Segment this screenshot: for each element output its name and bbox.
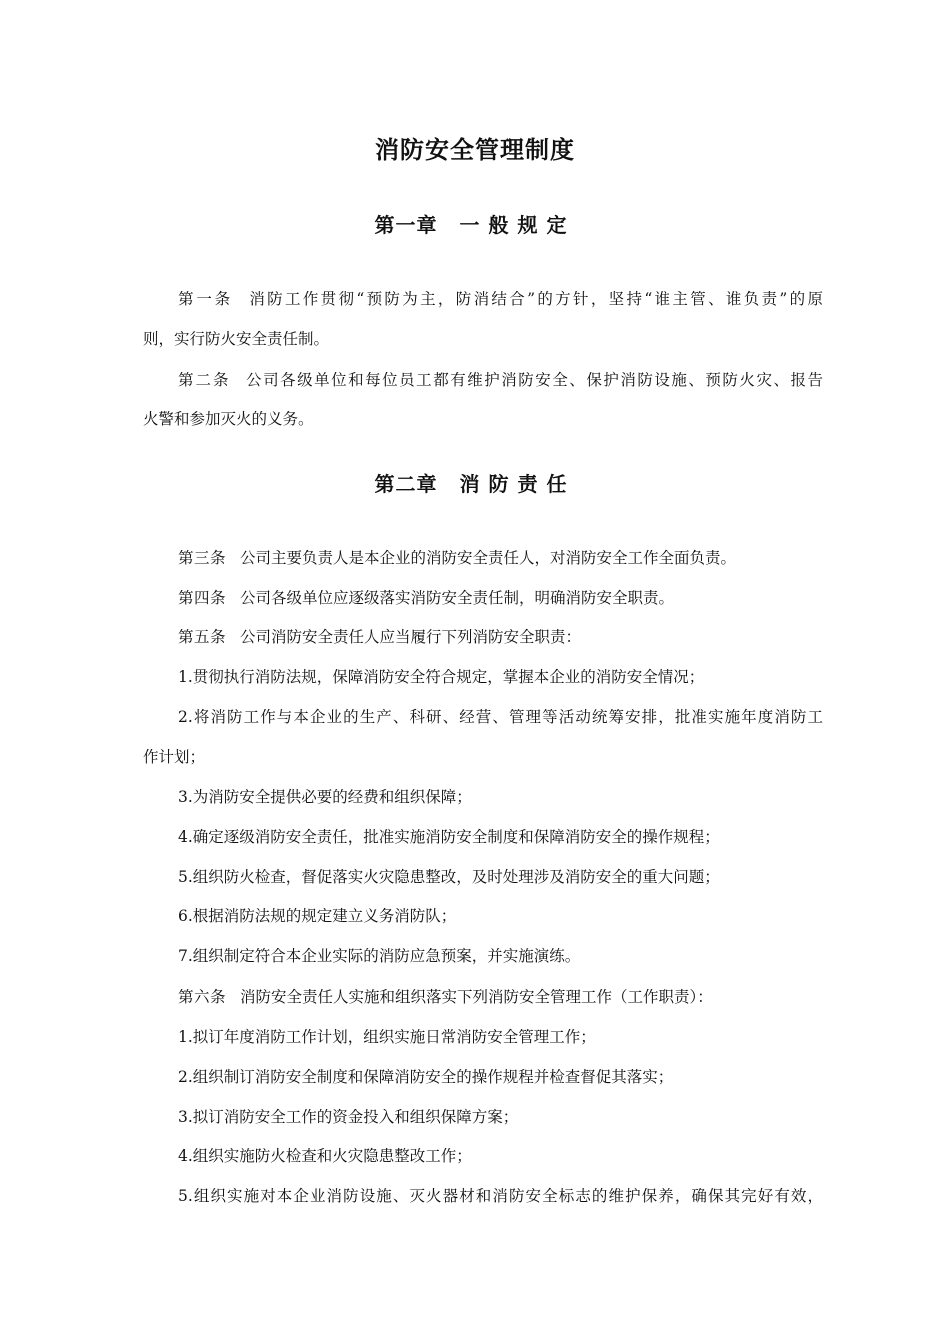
article-3 [178,545,823,571]
article-5-item-7: 7.组织制定符合本企业实际的消防应急预案，并实施演练。 [178,947,581,965]
article-3-text: 公司主要负责人是本企业的消防安全责任人，对消防安全工作全面负责。 [240,549,737,567]
chapter-1-name: 一般规定 [459,213,576,237]
article-6-item-5: 5.组织实施对本企业消防设施、灭火器材和消防安全标志的维护保养，确保其完好有效， [178,1187,823,1205]
article-2-line-1 [178,367,823,393]
article-2-label: 第二条 [178,371,231,389]
article-1-text-1: 消防工作贯彻“预防为主，防消结合”的方针，坚持“谁主管、谁负责”的原 [247,290,823,308]
article-6 [178,984,823,1010]
chapter-2-number: 第二章 [374,472,438,496]
article-3-label: 第三条 [178,549,227,567]
article-1-line-2: 则，实行防火安全责任制。 [143,330,330,348]
article-6-item-3: 3.拟订消防安全工作的资金投入和组织保障方案； [178,1108,519,1126]
article-2-line-2: 火警和参加灭火的义务。 [143,410,314,428]
article-5-item-1: 1.贯彻执行消防法规，保障消防安全符合规定，掌握本企业的消防安全情况； [178,668,705,686]
document-title: 消防安全管理制度 [375,136,575,164]
article-5-item-2-cont: 作计划； [143,748,206,766]
article-5-item-6: 6.根据消防法规的规定建立义务消防队； [178,907,457,925]
chapter-2-heading [0,469,950,499]
chapter-1-number: 第一章 [374,213,438,237]
chapter-2-name: 消防责任 [459,472,576,496]
article-6-item-2: 2.组织制订消防安全制度和保障消防安全的操作规程并检查督促其落实； [178,1068,674,1086]
article-1-label: 第一条 [178,290,233,308]
article-2-text-1: 公司各级单位和每位员工都有维护消防安全、保护消防设施、预防火灾、报告 [244,371,823,389]
article-5-text: 公司消防安全责任人应当履行下列消防安全职责： [240,628,582,646]
article-6-label: 第六条 [178,988,227,1006]
article-4 [178,585,823,611]
article-6-item-4: 4.组织实施防火检查和火灾隐患整改工作； [178,1147,472,1165]
article-5-label: 第五条 [178,628,227,646]
article-5-item-2: 2.将消防工作与本企业的生产、科研、经营、管理等活动统筹安排，批准实施年度消防工 [178,708,823,726]
article-5-item-3: 3.为消防安全提供必要的经费和组织保障； [178,788,472,806]
article-1-line-1 [178,286,823,312]
article-4-text: 公司各级单位应逐级落实消防安全责任制，明确消防安全职责。 [240,589,675,607]
article-5-item-5: 5.组织防火检查，督促落实火灾隐患整改，及时处理涉及消防安全的重大问题； [178,868,720,886]
article-5 [178,624,823,650]
article-4-label: 第四条 [178,589,227,607]
chapter-1-heading [0,210,950,240]
article-6-text: 消防安全责任人实施和组织落实下列消防安全管理工作（工作职责）： [240,988,713,1006]
article-6-item-1: 1.拟订年度消防工作计划，组织实施日常消防安全管理工作； [178,1028,596,1046]
article-5-item-4: 4.确定逐级消防安全责任，批准实施消防安全制度和保障消防安全的操作规程； [178,828,720,846]
